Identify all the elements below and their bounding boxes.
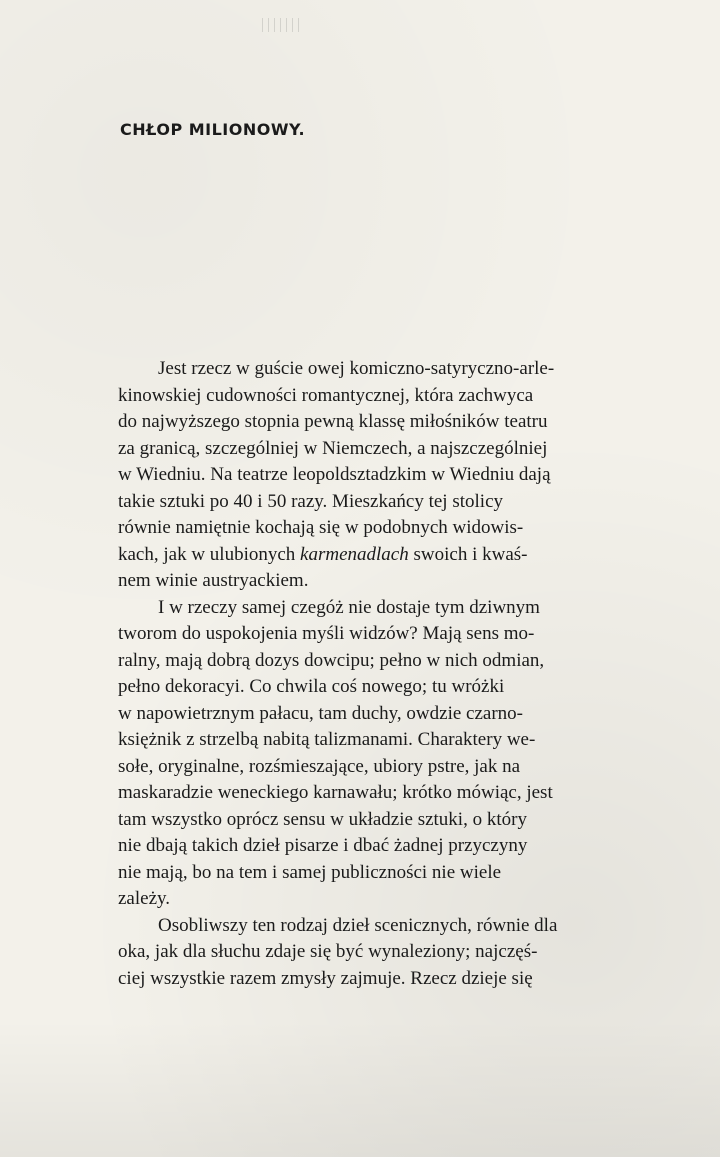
text-line: maskaradzie weneckiego karnawału; krótko mówiąc, jest xyxy=(118,782,553,803)
text-line: nie mają, bo na tem i samej publiczności nie wiele xyxy=(118,861,502,883)
text-line: I w rzeczy samej czegóż nie dostaje tym dziwnym xyxy=(158,596,540,618)
text-line: takie sztuki po 40 i 50 razy. Mieszkańcy tej stolicy xyxy=(118,490,504,512)
text-line: w Wiedniu. Na teatrze leopoldsztadzkim w Wiedniu dają xyxy=(118,464,551,485)
text-line: oka, jak dla słuchu zdaje się być wynaleziony; najczęś- xyxy=(118,941,538,962)
paragraph xyxy=(118,595,670,913)
text-line: tam wszystko oprócz sensu w układzie sztuki, o który xyxy=(118,808,527,830)
text-line: ralny, mają dobrą dozys dowcipu; pełno w nich odmian, xyxy=(118,649,545,671)
italic-word: karmenadlach xyxy=(300,543,409,565)
text-line: kach, jak w ulubionych xyxy=(118,543,301,565)
paragraph xyxy=(118,913,670,993)
text-line: pełno dekoracyi. Co chwila coś nowego; tu wróżki xyxy=(118,676,505,697)
text-line: kinowskiej cudowności romantycznej, która zachwyca xyxy=(118,384,534,406)
text-line: Jest rzecz w guście owej komiczno-satyryczno-arle- xyxy=(158,358,555,379)
text-line: do najwyższego stopnia pewną klassę miłośników teatru xyxy=(118,411,548,432)
text-line: nem winie austryackiem. xyxy=(118,570,309,591)
text-line: za granicą, szczególniej w Niemczech, a najszczególniej xyxy=(118,437,548,459)
chapter-heading: CHŁOP MILIONOWY. xyxy=(120,120,306,139)
text-line: sołe, oryginalne, rozśmieszające, ubiory pstre, jak na xyxy=(118,755,521,777)
text-line: zależy. xyxy=(118,888,171,909)
body-text xyxy=(118,356,670,992)
scan-artifact xyxy=(262,18,302,32)
text-line: tworom do uspokojenia myśli widzów? Mają sens mo- xyxy=(118,623,535,644)
text-line: Osobliwszy ten rodzaj dzieł scenicznych, równie dla xyxy=(158,914,558,936)
text-line: nie dbają takich dzieł pisarze i dbać żadnej przyczyny xyxy=(118,835,528,856)
text-line: równie namiętnie kochają się w podobnych widowis- xyxy=(118,517,524,538)
text-line: ciej wszystkie razem zmysły zajmuje. Rzecz dzieje się xyxy=(118,967,533,989)
paragraph xyxy=(118,356,670,595)
text-line: księżnik z strzelbą nabitą talizmanami. Charaktery we- xyxy=(118,729,536,750)
text-line: swoich i kwaś- xyxy=(408,543,528,565)
text-line: w napowietrznym pałacu, tam duchy, owdzie czarno- xyxy=(118,702,523,724)
page-bottom-shade xyxy=(0,1020,720,1157)
